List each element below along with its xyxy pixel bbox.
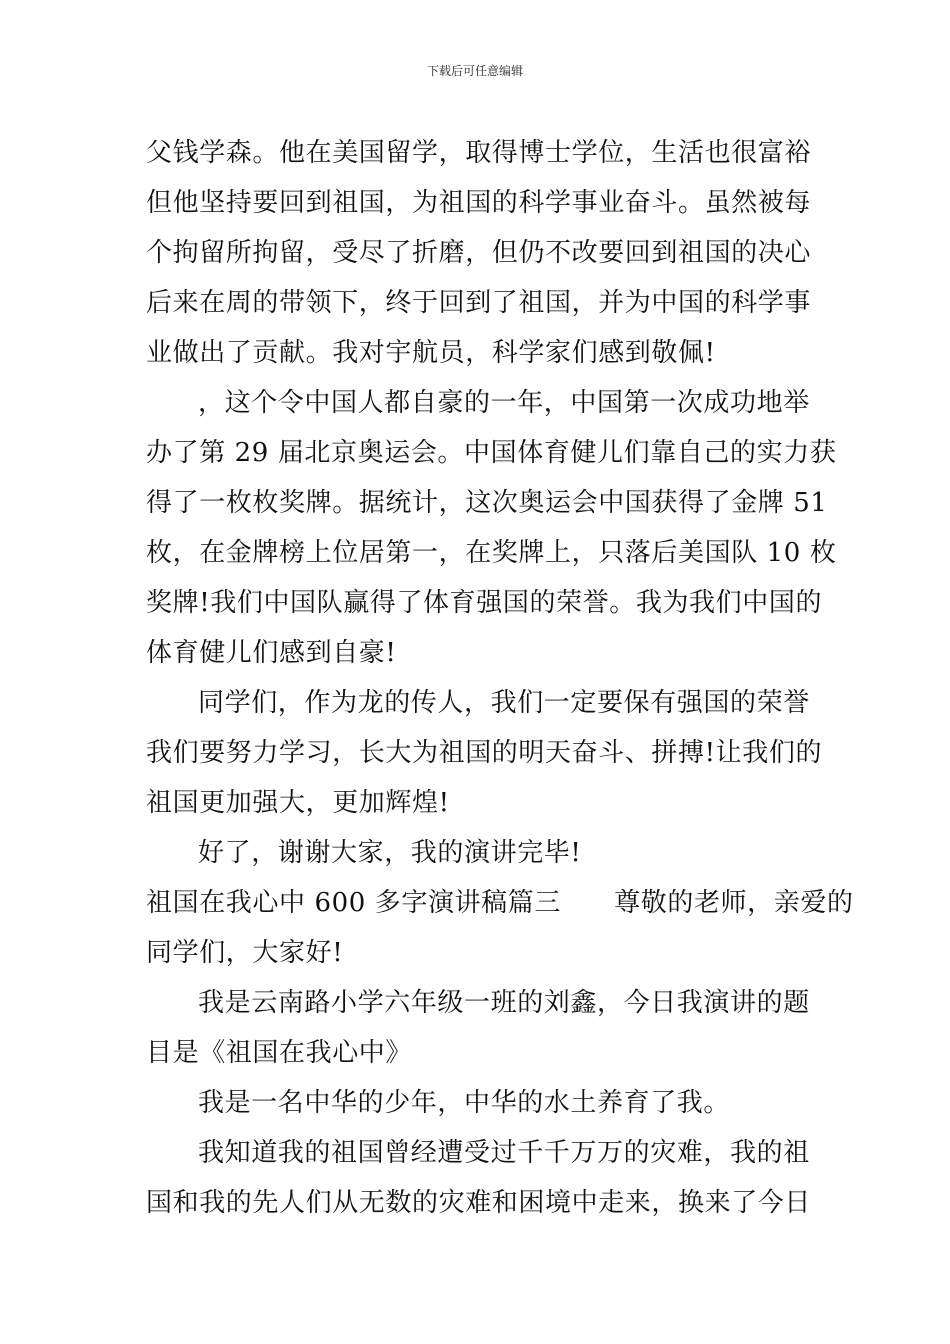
text-line: 业做出了贡献。我对宇航员，科学家们感到敬佩! xyxy=(146,338,716,368)
text-line: 办了第 29 届北京奥运会。中国体育健儿们靠自己的实力获 xyxy=(146,438,837,468)
text-line: 我是一名中华的少年，中华的水土养育了我。 xyxy=(198,1088,731,1118)
text-line: 但他坚持要回到祖国，为祖国的科学事业奋斗。虽然被每 xyxy=(146,188,812,218)
document-body xyxy=(146,128,854,1228)
page-header: 下载后可任意编辑 xyxy=(426,64,523,78)
text-line: 得了一枚枚奖牌。据统计，这次奥运会中国获得了金牌 51 xyxy=(146,488,828,518)
text-line: 体育健儿们感到自豪! xyxy=(146,638,397,668)
text-line: 祖国在我心中 600 多字演讲稿篇三 尊敬的老师，亲爱的 xyxy=(146,888,854,918)
text-line: 枚，在金牌榜上位居第一，在奖牌上，只落后美国队 10 枚 xyxy=(146,538,837,568)
text-line: 父钱学森。他在美国留学，取得博士学位，生活也很富裕 xyxy=(146,138,812,168)
text-line: 后来在周的带领下，终于回到了祖国，并为中国的科学事 xyxy=(146,288,812,318)
text-line: 好了，谢谢大家，我的演讲完毕! xyxy=(198,838,582,868)
text-line: 祖国更加强大，更加辉煌! xyxy=(146,788,450,818)
text-line: 国和我的先人们从无数的灾难和困境中走来，换来了今日 xyxy=(146,1188,812,1218)
text-line: 奖牌!我们中国队赢得了体育强国的荣誉。我为我们中国的 xyxy=(146,588,823,618)
text-line: 目是《祖国在我心中》 xyxy=(146,1038,413,1068)
text-line: ，这个令中国人都自豪的一年，中国第一次成功地举 xyxy=(198,388,810,418)
text-line: 同学们，大家好! xyxy=(146,938,344,968)
text-line: 我们要努力学习，长大为祖国的明天奋斗、拼搏!让我们的 xyxy=(146,738,823,768)
text-line: 我是云南路小学六年级一班的刘鑫，今日我演讲的题 xyxy=(198,988,810,1018)
text-line: 我知道我的祖国曾经遭受过千千万万的灾难，我的祖 xyxy=(198,1138,810,1168)
text-line: 个拘留所拘留，受尽了折磨，但仍不改要回到祖国的决心 xyxy=(146,238,812,268)
text-line: 同学们，作为龙的传人，我们一定要保有强国的荣誉 xyxy=(198,688,810,718)
